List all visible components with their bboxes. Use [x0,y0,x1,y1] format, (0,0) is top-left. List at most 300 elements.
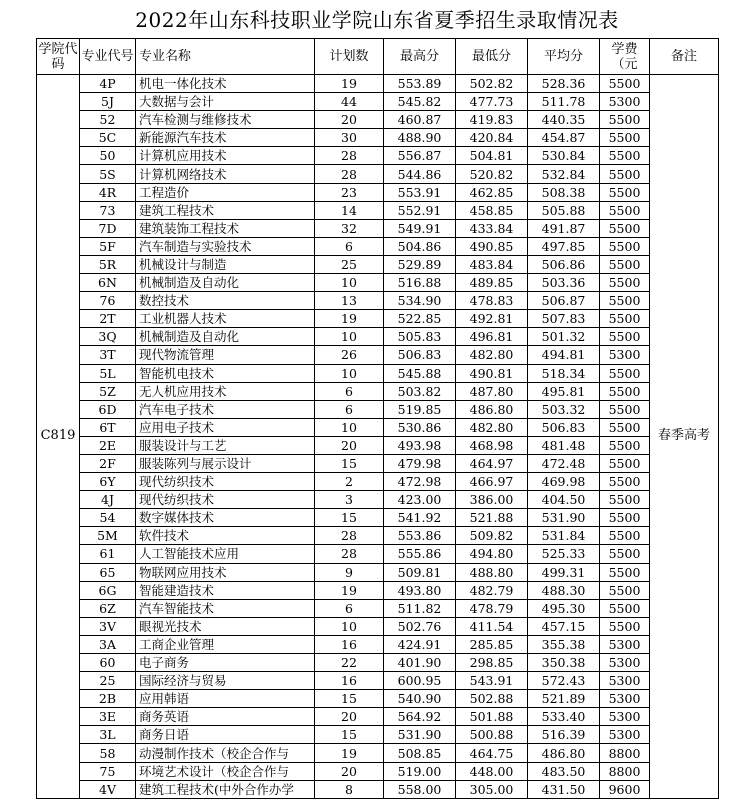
min-score-cell: 494.80 [456,545,528,563]
fee-cell: 5300 [600,672,650,690]
fee-cell: 5500 [600,165,650,183]
fee-cell: 5500 [600,274,650,292]
avg-score-cell: 440.35 [528,111,600,129]
min-score-cell: 468.98 [456,436,528,454]
plan-cell: 20 [315,708,384,726]
min-score-cell: 502.82 [456,75,528,93]
min-score-cell: 298.85 [456,654,528,672]
min-score-cell: 520.82 [456,165,528,183]
major-code-cell: 2E [80,436,136,454]
plan-cell: 10 [315,328,384,346]
max-score-cell: 556.87 [384,147,456,165]
max-score-cell: 503.82 [384,382,456,400]
plan-cell: 2 [315,473,384,491]
major-code-cell: 3Q [80,328,136,346]
avg-score-cell: 516.39 [528,726,600,744]
major-name-cell: 数控技术 [136,292,315,310]
major-name-cell: 建筑工程技术(中外合作办学 [136,780,315,798]
fee-cell: 5300 [600,635,650,653]
max-score-cell: 531.90 [384,726,456,744]
fee-cell: 5300 [600,93,650,111]
plan-cell: 22 [315,654,384,672]
table-row [37,75,719,93]
table-body [37,75,719,799]
major-code-cell: 3V [80,617,136,635]
min-score-cell: 490.81 [456,364,528,382]
plan-cell: 9 [315,563,384,581]
fee-cell: 5300 [600,726,650,744]
min-score-cell: 496.81 [456,328,528,346]
max-score-cell: 504.86 [384,237,456,255]
table-row [37,780,719,798]
major-name-cell: 机械设计与制造 [136,255,315,273]
min-score-cell: 419.83 [456,111,528,129]
min-score-cell: 543.91 [456,672,528,690]
table-row [37,111,719,129]
table-row [37,93,719,111]
min-score-cell: 458.85 [456,201,528,219]
max-score-cell: 493.80 [384,581,456,599]
table-row [37,563,719,581]
plan-cell: 19 [315,75,384,93]
plan-cell: 26 [315,346,384,364]
table-row [37,274,719,292]
max-score-cell: 493.98 [384,436,456,454]
admission-table [36,38,719,799]
major-name-cell: 工程造价 [136,183,315,201]
major-code-cell: 3A [80,635,136,653]
plan-cell: 10 [315,418,384,436]
min-score-cell: 492.81 [456,310,528,328]
max-score-cell: 423.00 [384,491,456,509]
fee-cell: 5500 [600,237,650,255]
major-name-cell: 动漫制作技术（校企合作与 [136,744,315,762]
table-row [37,129,719,147]
plan-cell: 20 [315,436,384,454]
max-score-cell: 540.90 [384,690,456,708]
major-code-cell: 2B [80,690,136,708]
table-row [37,581,719,599]
major-code-cell: 76 [80,292,136,310]
plan-cell: 16 [315,672,384,690]
major-name-cell: 服装设计与工艺 [136,436,315,454]
plan-cell: 14 [315,201,384,219]
min-score-cell: 448.00 [456,762,528,780]
plan-cell: 28 [315,147,384,165]
min-score-cell: 411.54 [456,617,528,635]
major-code-cell: 5S [80,165,136,183]
fee-cell: 5300 [600,654,650,672]
max-score-cell: 488.90 [384,129,456,147]
major-code-cell: 25 [80,672,136,690]
plan-cell: 15 [315,690,384,708]
major-name-cell: 建筑工程技术 [136,201,315,219]
major-name-cell: 现代纺织技术 [136,491,315,509]
major-name-cell: 服装陈列与展示设计 [136,454,315,472]
fee-cell: 5500 [600,328,650,346]
major-name-cell: 国际经济与贸易 [136,672,315,690]
major-code-cell: 5C [80,129,136,147]
min-score-cell: 502.88 [456,690,528,708]
plan-cell: 20 [315,111,384,129]
fee-cell: 5500 [600,147,650,165]
major-code-cell: 6N [80,274,136,292]
avg-score-cell: 531.84 [528,527,600,545]
max-score-cell: 553.91 [384,183,456,201]
table-row [37,328,719,346]
major-code-cell: 5L [80,364,136,382]
major-code-cell: 3E [80,708,136,726]
plan-cell: 28 [315,545,384,563]
avg-score-cell: 497.85 [528,237,600,255]
max-score-cell: 553.86 [384,527,456,545]
avg-score-cell: 521.89 [528,690,600,708]
major-code-cell: 5J [80,93,136,111]
min-score-cell: 486.80 [456,400,528,418]
table-row [37,672,719,690]
plan-cell: 6 [315,400,384,418]
max-score-cell: 555.86 [384,545,456,563]
major-code-cell: 4J [80,491,136,509]
table-row [37,183,719,201]
avg-score-cell: 495.81 [528,382,600,400]
table-row [37,255,719,273]
fee-cell: 5300 [600,708,650,726]
max-score-cell: 519.00 [384,762,456,780]
plan-cell: 3 [315,491,384,509]
table-row [37,654,719,672]
max-score-cell: 516.88 [384,274,456,292]
major-name-cell: 汽车制造与实验技术 [136,237,315,255]
max-score-cell: 552.91 [384,201,456,219]
max-score-cell: 564.92 [384,708,456,726]
max-score-cell: 424.91 [384,635,456,653]
avg-score-cell: 469.98 [528,473,600,491]
fee-cell: 5500 [600,183,650,201]
plan-cell: 28 [315,165,384,183]
table-row [37,473,719,491]
major-code-cell: 5Z [80,382,136,400]
header-plan: 计划数 [315,39,384,75]
major-name-cell: 建筑装饰工程技术 [136,219,315,237]
plan-cell: 28 [315,527,384,545]
fee-cell: 9600 [600,780,650,798]
plan-cell: 25 [315,255,384,273]
table-row [37,454,719,472]
fee-cell: 5500 [600,599,650,617]
avg-score-cell: 525.33 [528,545,600,563]
min-score-cell: 483.84 [456,255,528,273]
plan-cell: 23 [315,183,384,201]
plan-cell: 44 [315,93,384,111]
max-score-cell: 502.76 [384,617,456,635]
table-row [37,509,719,527]
plan-cell: 19 [315,310,384,328]
major-name-cell: 工业机器人技术 [136,310,315,328]
avg-score-cell: 355.38 [528,635,600,653]
min-score-cell: 466.97 [456,473,528,491]
avg-score-cell: 528.36 [528,75,600,93]
header-avg: 平均分 [528,39,600,75]
table-row [37,436,719,454]
min-score-cell: 478.83 [456,292,528,310]
avg-score-cell: 507.83 [528,310,600,328]
min-score-cell: 285.85 [456,635,528,653]
max-score-cell: 508.85 [384,744,456,762]
header-max: 最高分 [384,39,456,75]
major-name-cell: 计算机应用技术 [136,147,315,165]
max-score-cell: 479.98 [384,454,456,472]
header-fee: 学费（元 [600,39,650,75]
table-row [37,165,719,183]
avg-score-cell: 499.31 [528,563,600,581]
major-name-cell: 智能建造技术 [136,581,315,599]
major-name-cell: 无人机应用技术 [136,382,315,400]
avg-score-cell: 530.84 [528,147,600,165]
min-score-cell: 487.80 [456,382,528,400]
major-name-cell: 现代物流管理 [136,346,315,364]
fee-cell: 5500 [600,75,650,93]
major-name-cell: 商务英语 [136,708,315,726]
min-score-cell: 482.80 [456,418,528,436]
header-row [37,39,719,75]
avg-score-cell: 501.32 [528,328,600,346]
major-code-cell: 4R [80,183,136,201]
plan-cell: 6 [315,599,384,617]
min-score-cell: 386.00 [456,491,528,509]
fee-cell: 5500 [600,563,650,581]
min-score-cell: 490.85 [456,237,528,255]
max-score-cell: 544.86 [384,165,456,183]
fee-cell: 5500 [600,382,650,400]
major-name-cell: 眼视光技术 [136,617,315,635]
avg-score-cell: 506.83 [528,418,600,436]
table-row [37,418,719,436]
major-code-cell: 58 [80,744,136,762]
header-min: 最低分 [456,39,528,75]
plan-cell: 10 [315,617,384,635]
avg-score-cell: 531.90 [528,509,600,527]
max-score-cell: 460.87 [384,111,456,129]
plan-cell: 19 [315,581,384,599]
major-code-cell: 4P [80,75,136,93]
major-code-cell: 52 [80,111,136,129]
table-row [37,708,719,726]
table-row [37,762,719,780]
fee-cell: 5500 [600,509,650,527]
fee-cell: 5500 [600,436,650,454]
fee-cell: 5500 [600,111,650,129]
major-code-cell: 3L [80,726,136,744]
avg-score-cell: 431.50 [528,780,600,798]
major-name-cell: 计算机网络技术 [136,165,315,183]
avg-score-cell: 472.48 [528,454,600,472]
table-row [37,400,719,418]
table-row [37,346,719,364]
avg-score-cell: 483.50 [528,762,600,780]
major-name-cell: 机械制造及自动化 [136,274,315,292]
fee-cell: 5300 [600,346,650,364]
major-name-cell: 人工智能技术应用 [136,545,315,563]
table-row [37,292,719,310]
max-score-cell: 558.00 [384,780,456,798]
fee-cell: 5500 [600,255,650,273]
page-title: 2022年山东科技职业学院山东省夏季招生录取情况表 [135,8,619,32]
table-row [37,201,719,219]
max-score-cell: 511.82 [384,599,456,617]
table-row [37,364,719,382]
table-row [37,310,719,328]
min-score-cell: 462.85 [456,183,528,201]
avg-score-cell: 532.84 [528,165,600,183]
fee-cell: 5300 [600,690,650,708]
fee-cell: 8800 [600,744,650,762]
table-row [37,527,719,545]
max-score-cell: 545.88 [384,364,456,382]
table-row [37,382,719,400]
major-code-cell: 5F [80,237,136,255]
min-score-cell: 464.97 [456,454,528,472]
fee-cell: 5500 [600,491,650,509]
max-score-cell: 522.85 [384,310,456,328]
plan-cell: 6 [315,237,384,255]
table-row [37,726,719,744]
major-name-cell: 新能源汽车技术 [136,129,315,147]
max-score-cell: 530.86 [384,418,456,436]
table-row [37,491,719,509]
major-name-cell: 应用韩语 [136,690,315,708]
min-score-cell: 482.80 [456,346,528,364]
max-score-cell: 506.83 [384,346,456,364]
min-score-cell: 489.85 [456,274,528,292]
min-score-cell: 478.79 [456,599,528,617]
major-code-cell: 3T [80,346,136,364]
major-code-cell: 4V [80,780,136,798]
table-row [37,744,719,762]
plan-cell: 15 [315,509,384,527]
major-code-cell: 2T [80,310,136,328]
school-code-cell: C819 [37,75,80,799]
max-score-cell: 549.91 [384,219,456,237]
header-school-code: 学院代码 [37,39,80,75]
major-name-cell: 物联网应用技术 [136,563,315,581]
avg-score-cell: 481.48 [528,436,600,454]
plan-cell: 13 [315,292,384,310]
major-code-cell: 2F [80,454,136,472]
plan-cell: 20 [315,762,384,780]
max-score-cell: 553.89 [384,75,456,93]
avg-score-cell: 494.81 [528,346,600,364]
plan-cell: 8 [315,780,384,798]
fee-cell: 5500 [600,310,650,328]
fee-cell: 5500 [600,129,650,147]
min-score-cell: 464.75 [456,744,528,762]
max-score-cell: 600.95 [384,672,456,690]
table-row [37,545,719,563]
avg-score-cell: 488.30 [528,581,600,599]
avg-score-cell: 454.87 [528,129,600,147]
plan-cell: 10 [315,274,384,292]
avg-score-cell: 491.87 [528,219,600,237]
max-score-cell: 472.98 [384,473,456,491]
fee-cell: 5500 [600,364,650,382]
avg-score-cell: 506.86 [528,255,600,273]
major-code-cell: 6G [80,581,136,599]
major-name-cell: 大数据与会计 [136,93,315,111]
plan-cell: 32 [315,219,384,237]
major-code-cell: 60 [80,654,136,672]
min-score-cell: 509.82 [456,527,528,545]
header-remark: 备注 [650,39,719,75]
fee-cell: 5500 [600,473,650,491]
major-name-cell: 工商企业管理 [136,635,315,653]
major-code-cell: 50 [80,147,136,165]
table-row [37,690,719,708]
avg-score-cell: 506.87 [528,292,600,310]
plan-cell: 19 [315,744,384,762]
max-score-cell: 509.81 [384,563,456,581]
major-name-cell: 数字媒体技术 [136,509,315,527]
header-major-name: 专业名称 [136,39,315,75]
major-name-cell: 商务日语 [136,726,315,744]
table-row [37,635,719,653]
max-score-cell: 534.90 [384,292,456,310]
max-score-cell: 529.89 [384,255,456,273]
major-code-cell: 65 [80,563,136,581]
major-name-cell: 机械制造及自动化 [136,328,315,346]
plan-cell: 30 [315,129,384,147]
min-score-cell: 477.73 [456,93,528,111]
min-score-cell: 504.81 [456,147,528,165]
fee-cell: 5500 [600,581,650,599]
fee-cell: 8800 [600,762,650,780]
fee-cell: 5500 [600,292,650,310]
major-name-cell: 现代纺织技术 [136,473,315,491]
min-score-cell: 433.84 [456,219,528,237]
avg-score-cell: 495.30 [528,599,600,617]
avg-score-cell: 533.40 [528,708,600,726]
min-score-cell: 420.84 [456,129,528,147]
max-score-cell: 519.85 [384,400,456,418]
min-score-cell: 305.00 [456,780,528,798]
fee-cell: 5500 [600,201,650,219]
table-row [37,617,719,635]
min-score-cell: 488.80 [456,563,528,581]
major-code-cell: 75 [80,762,136,780]
min-score-cell: 501.88 [456,708,528,726]
max-score-cell: 401.90 [384,654,456,672]
avg-score-cell: 572.43 [528,672,600,690]
major-code-cell: 5M [80,527,136,545]
avg-score-cell: 486.80 [528,744,600,762]
plan-cell: 6 [315,382,384,400]
max-score-cell: 545.82 [384,93,456,111]
major-name-cell: 汽车电子技术 [136,400,315,418]
major-code-cell: 7D [80,219,136,237]
plan-cell: 15 [315,454,384,472]
major-name-cell: 智能机电技术 [136,364,315,382]
table-row [37,237,719,255]
major-name-cell: 应用电子技术 [136,418,315,436]
min-score-cell: 500.88 [456,726,528,744]
major-code-cell: 6Y [80,473,136,491]
avg-score-cell: 511.78 [528,93,600,111]
fee-cell: 5500 [600,400,650,418]
fee-cell: 5500 [600,418,650,436]
avg-score-cell: 350.38 [528,654,600,672]
fee-cell: 5500 [600,219,650,237]
major-name-cell: 电子商务 [136,654,315,672]
